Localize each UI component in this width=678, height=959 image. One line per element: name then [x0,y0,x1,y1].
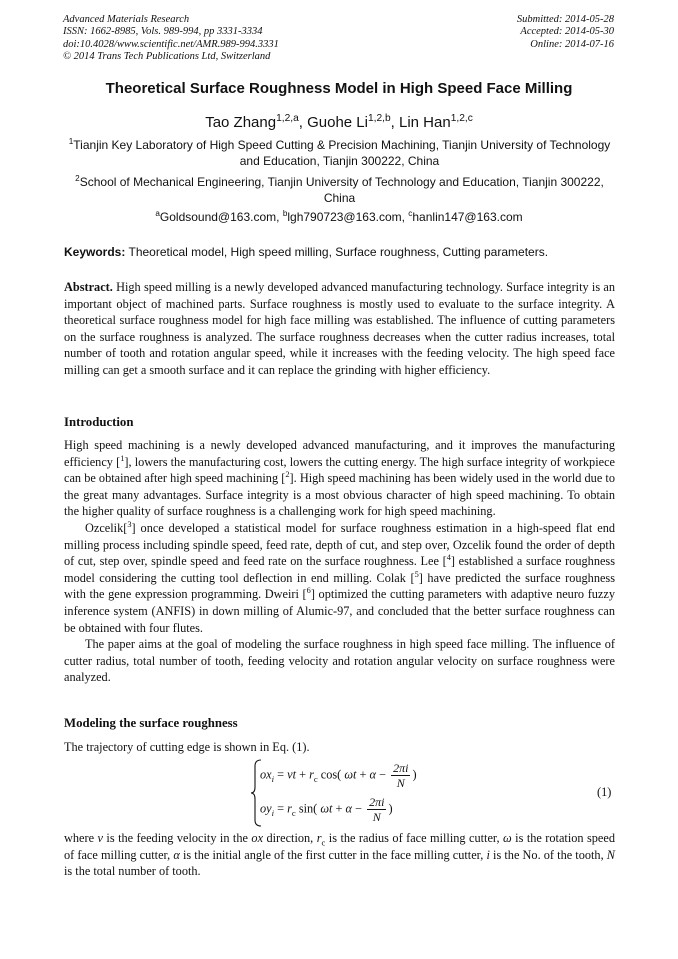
citation-ref: 4 [446,553,451,563]
separator: , [298,114,308,131]
separator: , [401,210,409,224]
equation-lead: The trajectory of cutting edge is shown in Eq. (1). [64,740,310,754]
journal-header [63,14,279,63]
text-run: ] optimized the cutting parameters with adaptive neuro fuzzy inference system (ANFIS) in down milling of Alumic-97, and concluded that the better surface roughness can be obtained with four flutes. [64,587,615,635]
email-mark: a [155,209,160,218]
introduction-body [64,437,615,686]
section-heading-introduction: Introduction [64,415,134,429]
math-symbol: ox [251,831,264,845]
equation-line-y: $oy_i = r_c$ sin( ωt + α − $\frac{2\pi i}{N}$ ) [260,795,393,824]
text-run: ], lowers the manufacturing cost, lowers the cutting energy. The high surface integrity of workpiece can be obtained after high speed machining [ [64,454,615,486]
equation-line-x: $ox_i$ = vt + $r_c$ cos( ωt + α − $\frac{2\pi i}{N}$ ) [260,761,417,790]
email-address: lgh790723@163.com [287,210,402,224]
email-list [0,210,678,224]
affiliation-1 [64,137,615,169]
text-run: ] once developed a statistical model for surface roughness estimation in a high-speed flat end milling process including spindle speed, feed rate, depth of cut, and step over, Ozcelik found the order of depth of cut, step over, spindle speed and feed rate on the surface roughness. Lee [ [64,520,615,569]
text-run: is the radius of face milling cutter, [325,831,504,845]
abstract [64,279,615,379]
separator: , [390,114,399,131]
affiliation-2 [64,174,615,206]
header-line: doi:10.4028/www.scientific.net/AMR.989-994.3331 [63,38,279,50]
text-run: ] established a surface roughness model considering the cutting tool deflection in end milling. Colak [ [64,554,615,585]
citation-ref: 5 [414,569,419,579]
variable-definitions [64,830,615,880]
section-heading-modeling: Modeling the surface roughness [64,716,238,730]
text-run: ]. High speed machining has been widely used in the world due to the great many advantages. Surface integrity is a most obvious character of high speed machining. To obtain the higher quality of surface roughness is a challenging work for high speed machining. [64,471,615,519]
affiliation-text: School of Mechanical Engineering, Tianjin University of Technology and Education, Tianjin 300222, China [79,175,604,205]
header-line: ISSN: 1662-8985, Vols. 989-994, pp 3331-3334 [63,26,263,38]
email-address: hanlin147@163.com [412,210,523,224]
abstract-text: High speed milling is a newly developed advanced manufacturing technology. Surface integrity is an important object of machined parts. Surface roughness is mostly used to evaluate to the surface integrity. A theoretical surface roughness model for high face milling was established. The influence of cutting parameters on the surface roughness is analyzed. The surface roughness decreases when the cutter radius increases, total number of tooth and rotation angular speed, while it increases with the feeding velocity. The high speed face milling can get a smooth surface and it can replace the grinding with higher efficiency. [64,280,615,377]
author-name: Lin Han [399,114,451,131]
author-affiliation-mark: 1,2,a [276,113,299,124]
text-run: High speed machining is a newly developed advanced manufacturing, and it improves the manufacturing efficiency [ [64,438,615,469]
keywords [64,245,615,259]
author-name: Tao Zhang [205,114,277,131]
intro-paragraph-2 [64,520,615,636]
text-run: is the No. of the tooth, [489,847,607,862]
text-run: is the initial angle of the first cutter in the face milling cutter, [179,847,487,862]
affiliation-text: Tianjin Key Laboratory of High Speed Cutting & Precision Machining, Tianjin University of Technology and Education, Tianjin 300222, China [73,138,611,168]
math-symbol: N [606,847,615,862]
abstract-label: Abstract. [64,280,113,294]
math-symbol: r [316,831,322,845]
citation-ref: 6 [306,586,311,596]
paper-title: Theoretical Surface Roughness Model in High Speed Face Milling [105,80,573,97]
affiliation-number: 1 [68,137,74,146]
subscript: c [321,837,326,848]
separator: , [276,210,283,224]
keywords-label: Keywords: [64,245,126,259]
equation-number: (1) [597,785,612,799]
citation-ref: 2 [285,470,290,480]
intro-paragraph-1 [64,437,615,520]
math-symbol: v [97,831,103,845]
text-run: direction, [263,831,317,845]
author-affiliation-mark: 1,2,c [450,113,473,124]
email-mark: b [282,209,288,218]
text-run: where [64,831,98,845]
math-symbol: i [486,847,490,862]
author-name: Guohe Li [307,114,368,131]
equation-1 [250,758,480,828]
header-line: Advanced Materials Research [63,14,190,25]
author-affiliation-mark: 1,2,b [367,113,391,124]
author-list [0,114,678,131]
header-line: © 2014 Trans Tech Publications Ltd, Switzerland [63,50,271,62]
email-address: Goldsound@163.com [159,210,277,224]
intro-paragraph-3: The paper aims at the goal of modeling the surface roughness in high speed face milling. The influence of cutter radius, total number of tooth, feeding velocity and rotation angular velocity on surface roughness were analyzed. [64,637,615,685]
header-date: Accepted: 2014-05-30 [520,26,614,38]
dates-header [517,14,614,51]
text-run: ] have predicted the surface roughness with the gene expression programming. Dweiri [ [64,570,616,602]
math-symbol: ω [503,831,512,845]
math-symbol: α [173,847,180,862]
header-date: Online: 2014-07-16 [530,38,614,50]
text-run: Ozcelik[ [85,520,128,535]
citation-ref: 3 [127,519,132,529]
text-run: is the total number of tooth. [64,864,201,879]
text-run: is the rotation speed of face milling cutter, [64,831,615,862]
header-date: Submitted: 2014-05-28 [516,14,614,25]
keywords-text: Theoretical model, High speed milling, Surface roughness, Cutting parameters. [128,245,549,259]
affiliation-number: 2 [75,174,80,183]
citation-ref: 1 [120,453,125,463]
text-run: is the feeding velocity in the [102,831,252,845]
email-mark: c [408,209,413,218]
